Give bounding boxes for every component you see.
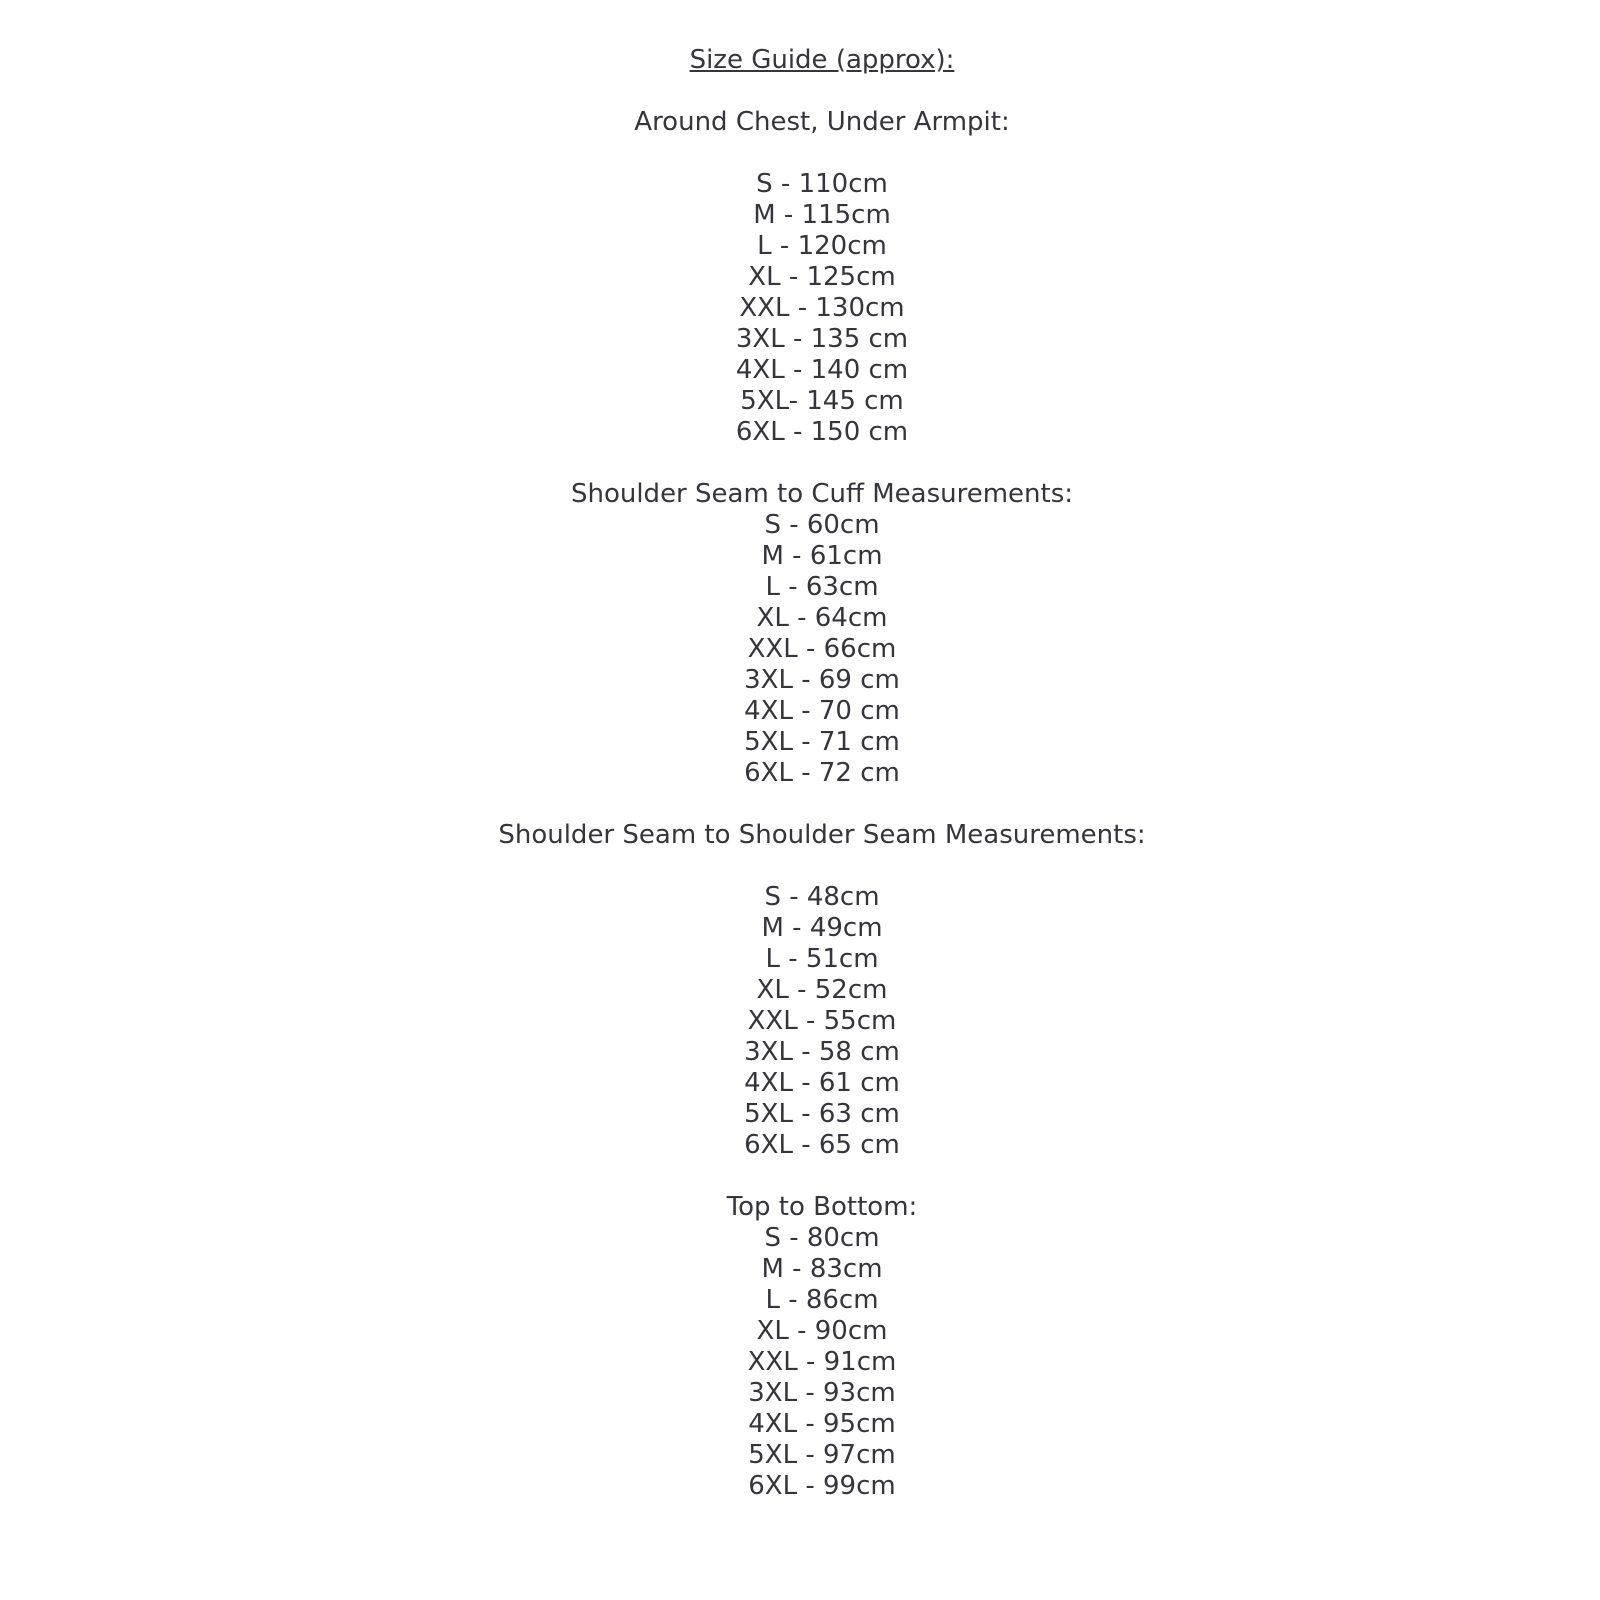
blank-line [44, 76, 1600, 107]
size-list-item: L - 63cm [765, 572, 879, 602]
size-list-item: XXL - 55cm [747, 1006, 897, 1036]
blank-line [44, 1161, 1600, 1192]
size-list-item: M - 115cm [753, 200, 891, 230]
size-list-item: 3XL - 58 cm [744, 1037, 900, 1067]
size-list-item: 6XL - 72 cm [744, 758, 900, 788]
size-list-item: XL - 90cm [756, 1316, 888, 1346]
size-list-item: 5XL - 71 cm [744, 727, 900, 757]
size-list-item: M - 61cm [761, 541, 883, 571]
blank-line [44, 789, 1600, 820]
size-list-item: 5XL - 63 cm [744, 1099, 900, 1129]
size-list-item: 5XL- 145 cm [740, 386, 904, 416]
size-list-item: XXL - 66cm [747, 634, 897, 664]
size-list-item: S - 60cm [764, 510, 880, 540]
size-list-item: 3XL - 69 cm [744, 665, 900, 695]
size-list-item: M - 49cm [761, 913, 883, 943]
size-list-item: 3XL - 135 cm [735, 324, 909, 354]
size-list-item: L - 86cm [765, 1285, 879, 1315]
size-list-item: XL - 64cm [756, 603, 888, 633]
section-heading: Top to Bottom: [726, 1192, 918, 1222]
size-list-item: M - 83cm [761, 1254, 883, 1284]
section-heading: Shoulder Seam to Shoulder Seam Measurements: [498, 820, 1146, 850]
size-list-item: XXL - 91cm [747, 1347, 897, 1377]
size-list-item: XL - 52cm [756, 975, 888, 1005]
size-list-item: 6XL - 65 cm [744, 1130, 900, 1160]
size-list-item: L - 51cm [765, 944, 879, 974]
blank-line [44, 138, 1600, 169]
size-list-item: 4XL - 95cm [748, 1409, 896, 1439]
size-list-item: 4XL - 61 cm [744, 1068, 900, 1098]
size-list-item: 6XL - 99cm [748, 1471, 896, 1501]
size-list-item: 5XL - 97cm [748, 1440, 896, 1470]
section-heading: Around Chest, Under Armpit: [634, 107, 1010, 137]
size-list-item: 6XL - 150 cm [735, 417, 909, 447]
size-list-item: XL - 125cm [748, 262, 896, 292]
size-list-item: L - 120cm [757, 231, 887, 261]
size-list-item: 4XL - 140 cm [735, 355, 909, 385]
size-list-item: 4XL - 70 cm [744, 696, 900, 726]
size-guide-sections [44, 76, 1600, 1502]
section-heading: Shoulder Seam to Cuff Measurements: [570, 479, 1074, 509]
blank-line [44, 448, 1600, 479]
size-list-item: S - 48cm [764, 882, 880, 912]
blank-line [44, 851, 1600, 882]
size-list-item: 3XL - 93cm [748, 1378, 896, 1408]
size-list-item: S - 110cm [756, 169, 888, 199]
page-title: Size Guide (approx): [689, 45, 955, 75]
size-list-item: XXL - 130cm [739, 293, 905, 323]
size-list-item: S - 80cm [764, 1223, 880, 1253]
